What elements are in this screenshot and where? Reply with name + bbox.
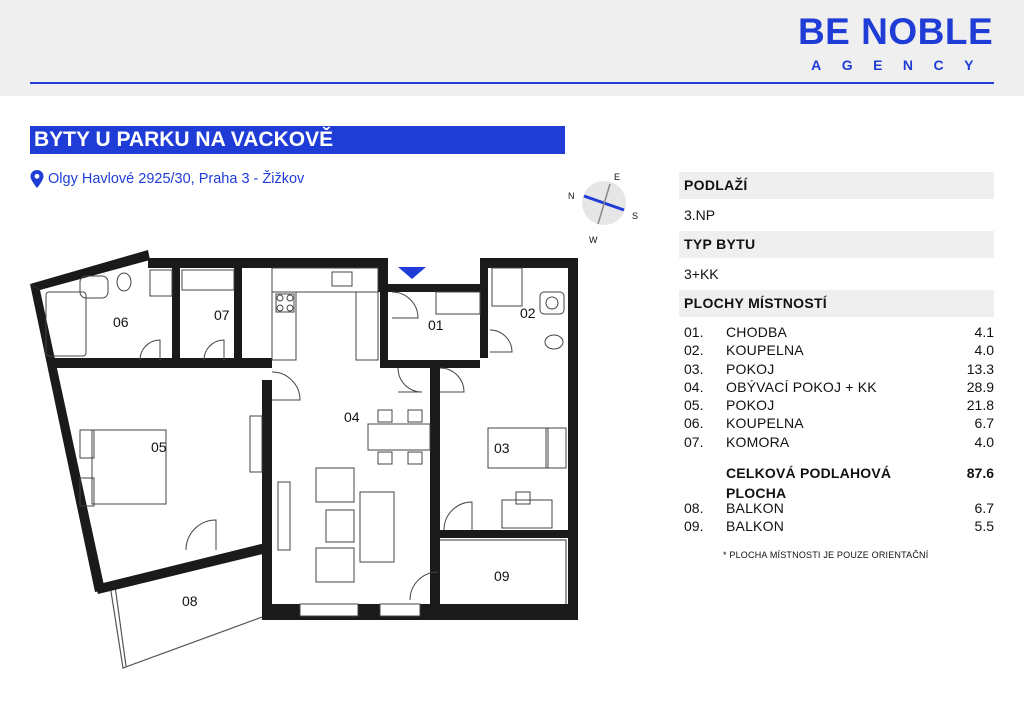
floor-plan [20, 160, 640, 670]
room-number: 01. [684, 324, 704, 340]
room-label-07: 07 [214, 307, 230, 323]
list-item [679, 323, 994, 341]
list-item [679, 499, 994, 517]
room-label-05: 05 [151, 439, 167, 455]
room-area: 28.9 [966, 378, 994, 395]
room-label-01: 01 [428, 317, 444, 333]
info-panel [679, 172, 994, 560]
header [0, 0, 1024, 96]
room-name: OBÝVACÍ POKOJ + KK [726, 378, 877, 395]
room-name: KOUPELNA [726, 342, 804, 359]
room-area: 4.0 [974, 433, 994, 450]
room-number: 06. [684, 415, 704, 432]
floor-value: 3.NP [684, 207, 716, 223]
compass-w: W [589, 235, 598, 245]
address-text: Olgy Havlové 2925/30, Praha 3 - Žižkov [48, 171, 305, 187]
room-name: POKOJ [726, 397, 775, 414]
room-label-03: 03 [494, 440, 510, 456]
entrance-arrow-icon [398, 267, 426, 279]
room-area: 4.1 [974, 324, 994, 340]
list-item [679, 414, 994, 432]
room-area: 6.7 [974, 500, 994, 517]
total-area-value: 87.6 [966, 465, 994, 482]
total-area-row [679, 463, 994, 502]
brand-logo[interactable] [797, 12, 994, 74]
room-name: KOMORA [726, 433, 790, 450]
room-number: 03. [684, 360, 704, 377]
room-area: 4.0 [974, 342, 994, 359]
room-label-02: 02 [520, 305, 536, 321]
room-name: BALKON [726, 518, 784, 535]
list-item [679, 433, 994, 451]
footnote: * PLOCHA MÍSTNOSTI JE POUZE ORIENTAČNÍ [723, 549, 929, 560]
list-item [679, 341, 994, 359]
room-number: 02. [684, 342, 704, 359]
room-area: 5.5 [974, 518, 994, 535]
room-area: 21.8 [966, 397, 994, 414]
compass-n: N [568, 191, 575, 201]
room-name: KOUPELNA [726, 415, 804, 432]
type-heading: TYP BYTU [679, 231, 994, 258]
list-item [679, 517, 994, 535]
list-item [679, 360, 994, 378]
room-label-04: 04 [344, 409, 360, 425]
room-number: 04. [684, 378, 704, 395]
list-item [679, 396, 994, 414]
room-area: 13.3 [966, 360, 994, 377]
room-name: CHODBA [726, 324, 788, 340]
room-label-08: 08 [182, 593, 198, 609]
compass-icon [568, 172, 638, 245]
compass-e: E [614, 172, 621, 182]
header-divider [30, 82, 994, 84]
areas-heading: PLOCHY MÍSTNOSTÍ [679, 290, 994, 317]
room-area-list [679, 323, 994, 560]
room-name: BALKON [726, 500, 784, 517]
room-number: 08. [684, 500, 704, 517]
brand-name: BE NOBLE [797, 11, 994, 52]
room-label-06: 06 [113, 314, 129, 330]
brand-subtitle: AGENCY [811, 57, 994, 73]
type-value: 3+KK [684, 266, 719, 282]
project-title: BYTY U PARKU NA VACKOVĚ [30, 126, 565, 154]
room-number: 05. [684, 397, 704, 414]
room-area: 6.7 [974, 415, 994, 432]
list-item [679, 378, 994, 396]
balcony-list [679, 499, 994, 536]
room-number: 07. [684, 433, 704, 450]
room-number: 09. [684, 518, 704, 535]
compass-s: S [632, 211, 639, 221]
floor-heading: PODLAŽÍ [679, 172, 994, 199]
total-area-label: CELKOVÁ PODLAHOVÁ PLOCHA [726, 465, 892, 502]
room-label-09: 09 [494, 568, 510, 584]
room-name: POKOJ [726, 360, 775, 377]
